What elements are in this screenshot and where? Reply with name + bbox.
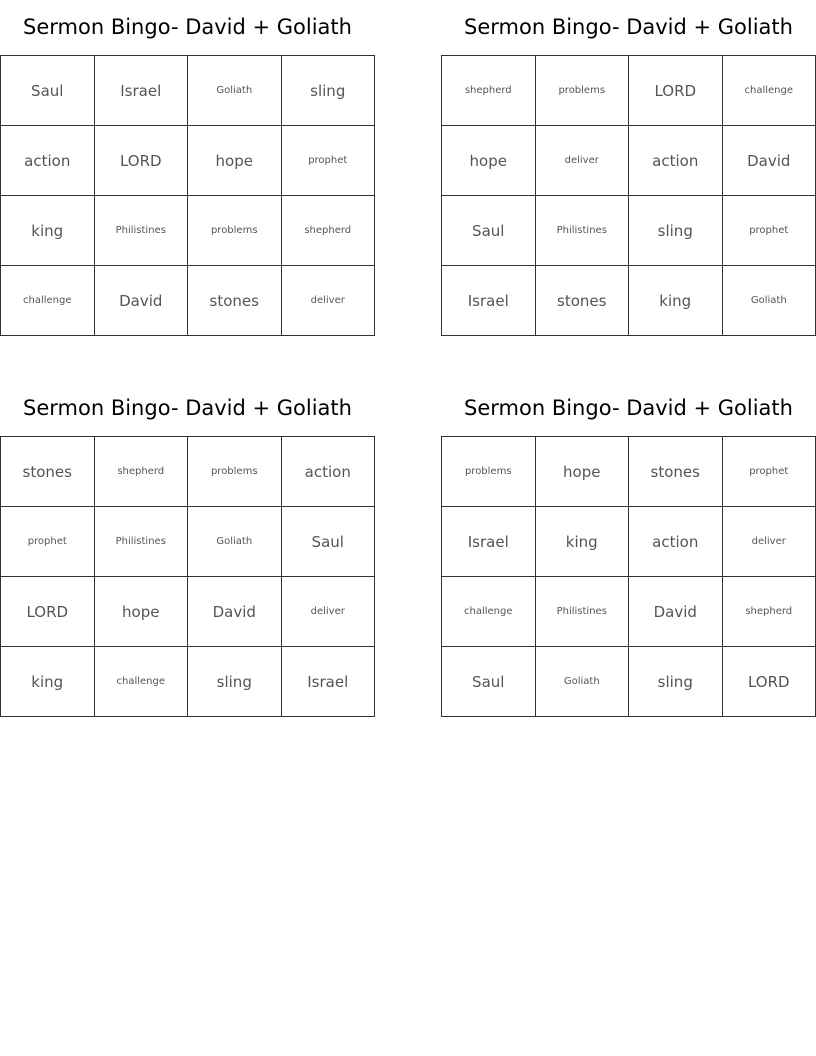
bingo-cell: LORD [629, 56, 723, 126]
bingo-cell: Philistines [95, 196, 189, 266]
bingo-cell: Goliath [536, 647, 630, 717]
bingo-cell: problems [442, 437, 536, 507]
bingo-card-3 [0, 381, 375, 691]
bingo-cell: David [188, 577, 282, 647]
bingo-cell: Saul [442, 196, 536, 266]
bingo-cell: Goliath [188, 56, 282, 126]
bingo-cell: shepherd [95, 437, 189, 507]
bingo-cell: David [629, 577, 723, 647]
bingo-cell: LORD [1, 577, 95, 647]
bingo-cell: Saul [442, 647, 536, 717]
bingo-cell: Goliath [188, 507, 282, 577]
bingo-cell: challenge [1, 266, 95, 336]
bingo-cell: king [1, 196, 95, 266]
bingo-cell: Israel [95, 56, 189, 126]
bingo-cell: Philistines [536, 196, 630, 266]
bingo-cell: sling [629, 196, 723, 266]
bingo-cell: action [629, 507, 723, 577]
bingo-cell: Israel [282, 647, 376, 717]
bingo-cell: deliver [282, 266, 376, 336]
bingo-cell: stones [536, 266, 630, 336]
card-title: Sermon Bingo- David + Goliath [23, 396, 352, 420]
bingo-cell: prophet [282, 126, 376, 196]
bingo-cell: action [629, 126, 723, 196]
bingo-cell: stones [188, 266, 282, 336]
bingo-grid [0, 436, 375, 717]
bingo-grid [441, 436, 816, 717]
bingo-cell: sling [629, 647, 723, 717]
bingo-cell: challenge [95, 647, 189, 717]
bingo-cell: David [723, 126, 816, 196]
bingo-cell: challenge [442, 577, 536, 647]
bingo-cell: problems [188, 196, 282, 266]
bingo-cell: prophet [723, 437, 816, 507]
bingo-grid [441, 55, 816, 336]
bingo-cell: prophet [1, 507, 95, 577]
bingo-cell: stones [629, 437, 723, 507]
bingo-cell: shepherd [723, 577, 816, 647]
bingo-cell: deliver [723, 507, 816, 577]
bingo-cell: Saul [1, 56, 95, 126]
card-title: Sermon Bingo- David + Goliath [464, 396, 793, 420]
bingo-card-4 [441, 381, 816, 691]
bingo-cell: challenge [723, 56, 816, 126]
bingo-cell: action [282, 437, 376, 507]
bingo-card-2 [441, 0, 816, 310]
bingo-cell: sling [188, 647, 282, 717]
bingo-grid [0, 55, 375, 336]
bingo-cell: deliver [536, 126, 630, 196]
bingo-cell: hope [188, 126, 282, 196]
bingo-cell: king [536, 507, 630, 577]
bingo-cell: Philistines [95, 507, 189, 577]
bingo-cell: hope [442, 126, 536, 196]
bingo-cell: Philistines [536, 577, 630, 647]
bingo-cell: action [1, 126, 95, 196]
bingo-cell: Israel [442, 266, 536, 336]
bingo-cell: shepherd [442, 56, 536, 126]
bingo-cell: shepherd [282, 196, 376, 266]
bingo-cell: David [95, 266, 189, 336]
card-title: Sermon Bingo- David + Goliath [464, 15, 793, 39]
bingo-cell: stones [1, 437, 95, 507]
bingo-cell: deliver [282, 577, 376, 647]
bingo-cell: king [629, 266, 723, 336]
bingo-cell: problems [536, 56, 630, 126]
bingo-cell: Saul [282, 507, 376, 577]
bingo-cell: sling [282, 56, 376, 126]
bingo-cell: hope [536, 437, 630, 507]
bingo-cell: prophet [723, 196, 816, 266]
bingo-card-1 [0, 0, 375, 310]
bingo-cell: Goliath [723, 266, 816, 336]
card-title: Sermon Bingo- David + Goliath [23, 15, 352, 39]
bingo-cell: hope [95, 577, 189, 647]
bingo-cell: LORD [723, 647, 816, 717]
bingo-cell: Israel [442, 507, 536, 577]
bingo-cell: king [1, 647, 95, 717]
bingo-cell: problems [188, 437, 282, 507]
bingo-cell: LORD [95, 126, 189, 196]
